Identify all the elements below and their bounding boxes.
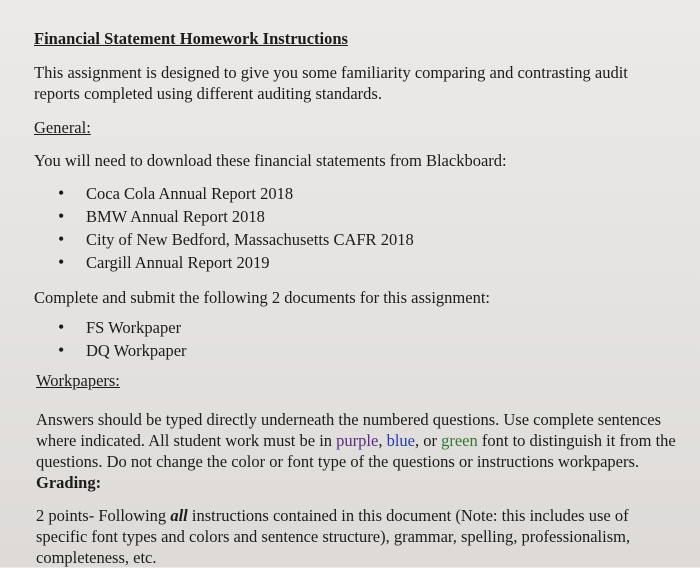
- green-word: green: [441, 431, 478, 450]
- grading-heading: Grading:: [36, 473, 102, 492]
- list-item: • City of New Bedford, Massachusetts CAFR 2018: [58, 228, 414, 251]
- answers-paragraph: [36, 409, 676, 472]
- list-item: • DQ Workpaper: [58, 339, 187, 362]
- points-prefix: 2 points- Following: [36, 506, 171, 525]
- points-emphasis: all: [170, 506, 188, 525]
- document-title: Financial Statement Homework Instructions: [34, 29, 348, 48]
- download-instructions: You will need to download these financial statements from Blackboard:: [34, 151, 507, 170]
- points-line-2: specific font types and colors and sentence structure), grammar, spelling, professionalism,: [36, 527, 631, 546]
- blue-word: blue: [386, 431, 415, 450]
- submit-instructions: Complete and submit the following 2 documents for this assignment:: [34, 288, 490, 307]
- separator-2: , or: [414, 431, 442, 450]
- separator-1: ,: [378, 431, 387, 450]
- report-list: [58, 182, 414, 274]
- documents-list: [58, 316, 187, 362]
- list-item: • Coca Cola Annual Report 2018: [58, 182, 414, 205]
- points-line-1: [36, 505, 656, 526]
- workpapers-heading: Workpapers:: [36, 371, 120, 390]
- general-heading: General:: [34, 118, 91, 137]
- list-item: • BMW Annual Report 2018: [58, 205, 414, 228]
- purple-word: purple: [336, 431, 379, 450]
- answers-line-3: questions. Do not change the color or font type of the questions or instructions workpapers.: [36, 452, 640, 471]
- grading-paragraph: [36, 505, 656, 568]
- list-item: • Cargill Annual Report 2019: [58, 251, 414, 274]
- answers-line-2-start: where indicated. All student work must be in: [36, 431, 337, 450]
- points-line-3: completeness, etc.: [36, 548, 157, 567]
- points-line-1-rest: instructions contained in this document (Note: this includes use of: [187, 506, 629, 525]
- intro-line-2: reports completed using different auditing standards.: [34, 84, 382, 103]
- list-item: • FS Workpaper: [58, 316, 187, 339]
- answers-line-1: Answers should be typed directly underneath the numbered questions. Use complete sentences: [36, 410, 661, 429]
- answers-line-2-end: font to distinguish it from the: [477, 431, 676, 450]
- answers-line-2: [36, 430, 676, 451]
- intro-line-1: This assignment is designed to give you some familiarity comparing and contrasting audit: [34, 63, 628, 82]
- intro-paragraph: [34, 62, 674, 104]
